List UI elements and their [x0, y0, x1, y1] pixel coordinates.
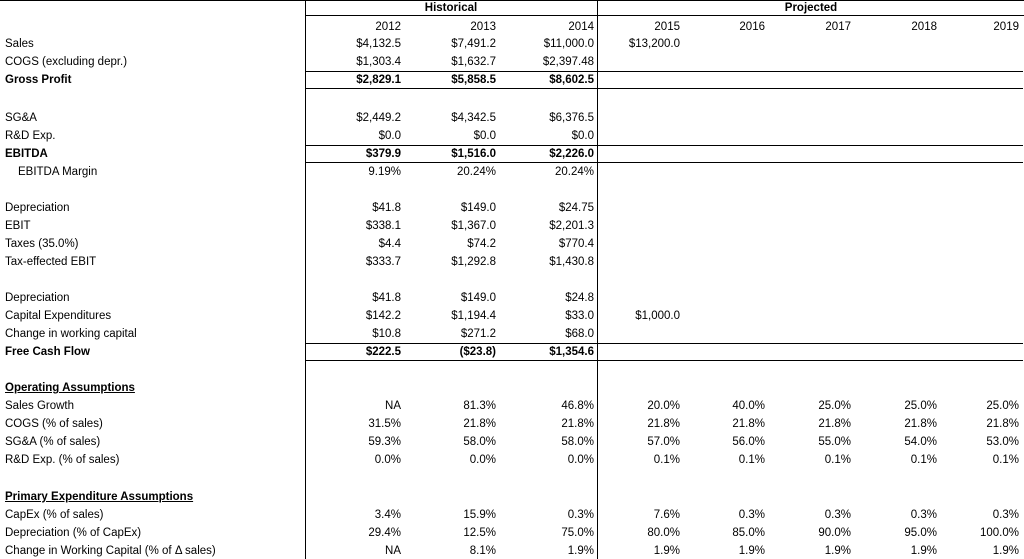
expenditure-label-1: Depreciation (% of CapEx): [5, 527, 142, 539]
ebitda-cell-2-0: $379.9: [365, 148, 401, 160]
operating-title: Operating Assumptions: [5, 382, 135, 394]
ebitda-label-1: R&D Exp.: [5, 130, 56, 142]
expenditure-cell-0-6: 0.3%: [910, 509, 937, 521]
operating-cell-3-3: 0.1%: [653, 454, 680, 466]
ebit-label-1: EBIT: [5, 220, 31, 232]
fcf-cell-0-0: $41.8: [372, 292, 401, 304]
ebit-cell-3-2: $1,430.8: [549, 256, 594, 268]
operating-cell-0-3: 20.0%: [647, 400, 680, 412]
year-header-2019: 2019: [993, 21, 1019, 33]
expenditure-label-0: CapEx (% of sales): [5, 509, 104, 521]
expenditure-title: Primary Expenditure Assumptions: [5, 491, 194, 503]
operating-cell-1-5: 21.8%: [818, 418, 851, 430]
ebit-label-0: Depreciation: [5, 202, 70, 214]
expenditure-cell-2-7: 1.9%: [992, 545, 1019, 557]
ebitda-cell-2-2: $2,226.0: [549, 148, 594, 160]
operating-cell-0-5: 25.0%: [818, 400, 851, 412]
income-cell-0-2: $11,000.0: [543, 38, 594, 50]
ebitda-label-0: SG&A: [5, 112, 37, 124]
income-label-0: Sales: [5, 38, 34, 50]
ebit-cell-3-0: $333.7: [365, 256, 401, 268]
expenditure-cell-2-2: 1.9%: [567, 545, 594, 557]
operating-cell-0-0: NA: [385, 400, 401, 412]
fcf-cell-2-0: $10.8: [372, 328, 401, 340]
fcf-cell-0-2: $24.8: [565, 292, 594, 304]
historical-header: Historical: [424, 2, 478, 14]
income-cell-1-0: $1,303.4: [356, 56, 401, 68]
income-label-1: COGS (excluding depr.): [5, 56, 128, 68]
operating-cell-1-0: 31.5%: [368, 418, 401, 430]
operating-cell-0-1: 81.3%: [463, 400, 496, 412]
ebitda-cell-1-2: $0.0: [571, 130, 594, 142]
fcf-cell-3-1: ($23.8): [459, 346, 496, 358]
income-label-2: Gross Profit: [5, 74, 72, 86]
ebit-cell-2-2: $770.4: [558, 238, 594, 250]
expenditure-cell-1-3: 80.0%: [647, 527, 680, 539]
expenditure-label-2: Change in Working Capital (% of Δ sales): [5, 545, 216, 557]
ebit-cell-2-1: $74.2: [467, 238, 496, 250]
income-cell-0-0: $4,132.5: [356, 38, 401, 50]
expenditure-cell-1-2: 75.0%: [561, 527, 594, 539]
year-header-2012: 2012: [375, 21, 401, 33]
ebit-label-3: Tax-effected EBIT: [5, 256, 97, 268]
fcf-cell-3-0: $222.5: [365, 346, 401, 358]
operating-cell-1-3: 21.8%: [647, 418, 680, 430]
income-cell-1-2: $2,397.48: [542, 56, 594, 68]
operating-label-0: Sales Growth: [5, 400, 75, 412]
fcf-label-3: Free Cash Flow: [5, 346, 90, 358]
fcf-label-2: Change in working capital: [5, 328, 137, 340]
ebit-cell-0-0: $41.8: [372, 202, 401, 214]
operating-cell-3-4: 0.1%: [738, 454, 765, 466]
fcf-cell-1-2: $33.0: [565, 310, 594, 322]
fcf-cell-2-1: $271.2: [460, 328, 496, 340]
expenditure-cell-0-2: 0.3%: [567, 509, 594, 521]
operating-cell-2-7: 53.0%: [986, 436, 1019, 448]
ebit-cell-1-0: $338.1: [365, 220, 401, 232]
ebit-cell-0-1: $149.0: [460, 202, 496, 214]
expenditure-cell-0-5: 0.3%: [824, 509, 851, 521]
fcf-label-1: Capital Expenditures: [5, 310, 112, 322]
fcf-cell-2-2: $68.0: [565, 328, 594, 340]
fcf-cell-0-1: $149.0: [460, 292, 496, 304]
operating-cell-3-0: 0.0%: [374, 454, 401, 466]
expenditure-cell-0-4: 0.3%: [738, 509, 765, 521]
operating-cell-3-5: 0.1%: [824, 454, 851, 466]
operating-cell-2-5: 55.0%: [818, 436, 851, 448]
historical-projected-divider: [597, 0, 598, 559]
operating-label-2: SG&A (% of sales): [5, 436, 101, 448]
fcf-total-bottom-rule: [305, 360, 1023, 361]
ebit-cell-1-1: $1,367.0: [451, 220, 496, 232]
expenditure-cell-0-3: 7.6%: [653, 509, 680, 521]
fcf-cell-1-3: $1,000.0: [635, 310, 680, 322]
expenditure-cell-1-5: 90.0%: [818, 527, 851, 539]
fcf-label-0: Depreciation: [5, 292, 70, 304]
operating-cell-2-0: 59.3%: [368, 436, 401, 448]
label-column-divider: [305, 0, 306, 559]
income-cell-0-3: $13,200.0: [628, 38, 680, 50]
ebitda-label-3: EBITDA Margin: [18, 166, 98, 178]
expenditure-cell-2-4: 1.9%: [738, 545, 765, 557]
income-total-top-rule: [305, 71, 1023, 72]
operating-cell-2-3: 57.0%: [647, 436, 680, 448]
expenditure-cell-2-0: NA: [385, 545, 401, 557]
operating-cell-3-7: 0.1%: [992, 454, 1019, 466]
operating-cell-2-6: 54.0%: [904, 436, 937, 448]
ebitda-cell-1-1: $0.0: [473, 130, 496, 142]
operating-label-1: COGS (% of sales): [5, 418, 103, 430]
income-cell-2-2: $8,602.5: [549, 74, 594, 86]
expenditure-cell-0-1: 15.9%: [463, 509, 496, 521]
operating-cell-0-4: 40.0%: [732, 400, 765, 412]
operating-cell-0-6: 25.0%: [904, 400, 937, 412]
ebitda-total-top-rule: [305, 145, 1023, 146]
projected-header-rule: [598, 15, 1024, 16]
ebitda-cell-0-1: $4,342.5: [451, 112, 496, 124]
income-total-bottom-rule: [305, 88, 1023, 89]
expenditure-cell-1-4: 85.0%: [732, 527, 765, 539]
operating-cell-1-2: 21.8%: [561, 418, 594, 430]
operating-cell-3-1: 0.0%: [469, 454, 496, 466]
operating-cell-0-2: 46.8%: [561, 400, 594, 412]
expenditure-cell-0-0: 3.4%: [374, 509, 401, 521]
expenditure-cell-1-1: 12.5%: [463, 527, 496, 539]
ebit-cell-2-0: $4.4: [378, 238, 401, 250]
year-header-2016: 2016: [739, 21, 765, 33]
ebitda-cell-3-1: 20.24%: [456, 166, 496, 178]
historical-header-rule: [305, 15, 597, 16]
expenditure-cell-2-6: 1.9%: [910, 545, 937, 557]
expenditure-cell-2-5: 1.9%: [824, 545, 851, 557]
income-cell-2-1: $5,858.5: [451, 74, 496, 86]
fcf-cell-1-0: $142.2: [365, 310, 401, 322]
expenditure-cell-1-6: 95.0%: [904, 527, 937, 539]
fcf-total-top-rule: [305, 343, 1023, 344]
operating-cell-2-1: 58.0%: [463, 436, 496, 448]
operating-label-3: R&D Exp. (% of sales): [5, 454, 120, 466]
income-cell-1-1: $1,632.7: [451, 56, 496, 68]
ebit-cell-1-2: $2,201.3: [549, 220, 594, 232]
year-header-2013: 2013: [470, 21, 496, 33]
ebitda-cell-1-0: $0.0: [378, 130, 401, 142]
operating-cell-1-7: 21.8%: [986, 418, 1019, 430]
income-cell-0-1: $7,491.2: [451, 38, 496, 50]
ebitda-cell-3-2: 20.24%: [554, 166, 594, 178]
year-header-2017: 2017: [825, 21, 851, 33]
ebitda-cell-0-2: $6,376.5: [549, 112, 594, 124]
year-header-2018: 2018: [911, 21, 937, 33]
ebit-cell-3-1: $1,292.8: [451, 256, 496, 268]
fcf-cell-3-2: $1,354.6: [549, 346, 594, 358]
expenditure-cell-1-0: 29.4%: [368, 527, 401, 539]
ebitda-cell-2-1: $1,516.0: [451, 148, 496, 160]
operating-cell-2-4: 56.0%: [732, 436, 765, 448]
ebitda-total-bottom-rule: [305, 162, 1023, 163]
ebit-label-2: Taxes (35.0%): [5, 238, 79, 250]
operating-cell-2-2: 58.0%: [561, 436, 594, 448]
year-header-2015: 2015: [654, 21, 680, 33]
expenditure-cell-2-1: 8.1%: [469, 545, 496, 557]
ebitda-cell-0-0: $2,449.2: [356, 112, 401, 124]
operating-cell-1-6: 21.8%: [904, 418, 937, 430]
income-cell-2-0: $2,829.1: [356, 74, 401, 86]
expenditure-cell-2-3: 1.9%: [653, 545, 680, 557]
operating-cell-3-2: 0.0%: [567, 454, 594, 466]
year-header-2014: 2014: [568, 21, 594, 33]
projected-header: Projected: [784, 2, 838, 14]
ebit-cell-0-2: $24.75: [558, 202, 594, 214]
operating-cell-0-7: 25.0%: [986, 400, 1019, 412]
operating-cell-1-1: 21.8%: [463, 418, 496, 430]
ebitda-cell-3-0: 9.19%: [368, 166, 401, 178]
fcf-cell-1-1: $1,194.4: [451, 310, 496, 322]
operating-cell-1-4: 21.8%: [732, 418, 765, 430]
expenditure-cell-1-7: 100.0%: [979, 527, 1019, 539]
operating-cell-3-6: 0.1%: [910, 454, 937, 466]
expenditure-cell-0-7: 0.3%: [992, 509, 1019, 521]
ebitda-label-2: EBITDA: [5, 148, 48, 160]
